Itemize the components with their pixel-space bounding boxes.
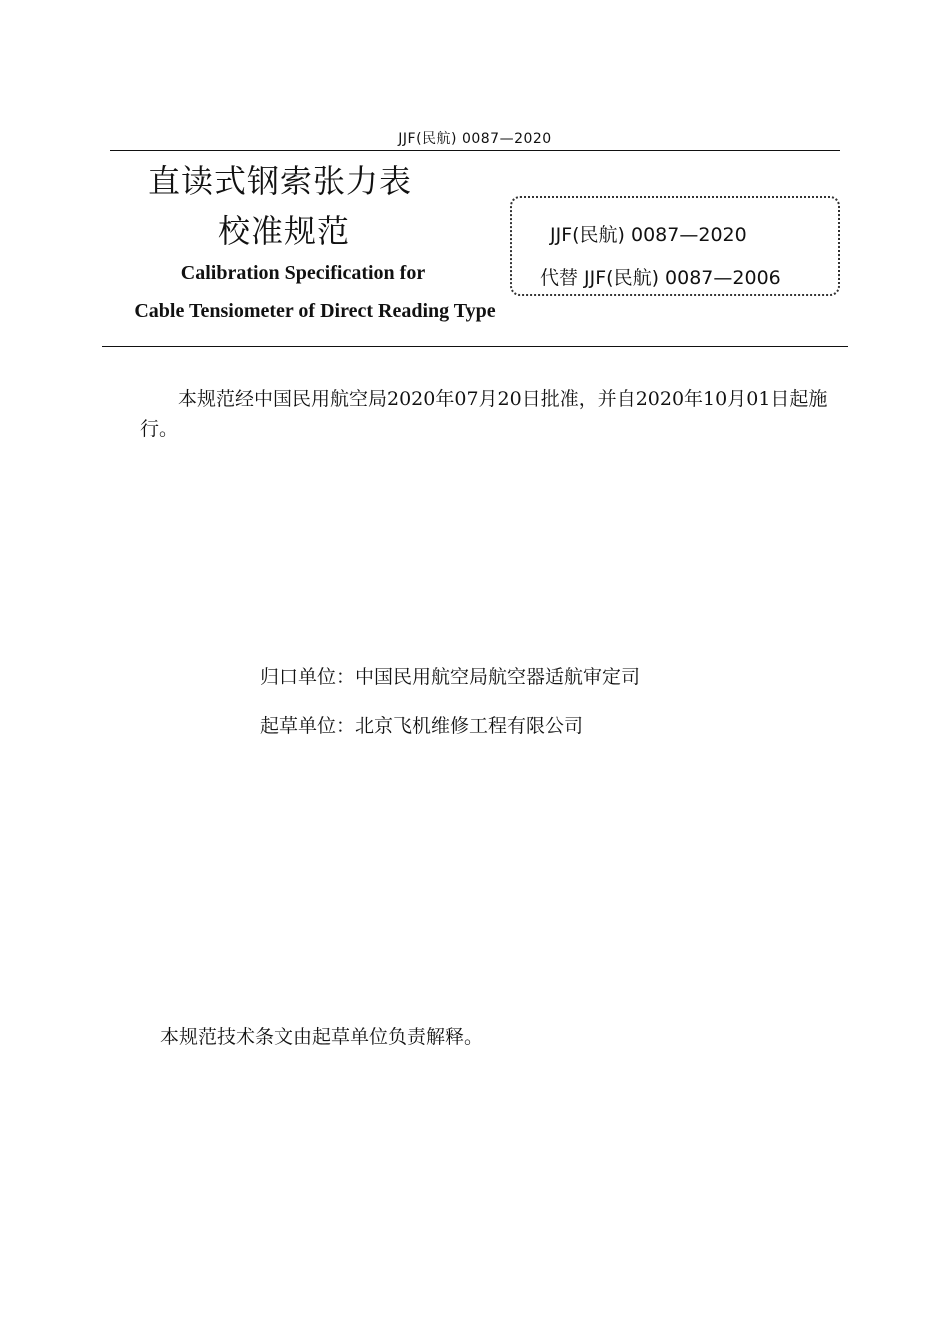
interpretation-note: 本规范技术条文由起草单位负责解释。 bbox=[160, 1026, 484, 1048]
approval-statement: 本规范经中国民用航空局2020年07月20日批准，并自2020年10月01日起施行。 bbox=[140, 388, 828, 440]
title-chinese-line-2: 校准规范 bbox=[218, 212, 351, 250]
responsible-unit-line bbox=[260, 662, 640, 689]
title-section-rule bbox=[102, 346, 848, 347]
drafting-unit-line bbox=[260, 711, 583, 738]
title-chinese-line-1: 直读式钢索张力表 bbox=[148, 162, 413, 200]
title-english-line-2: Cable Tensiometer of Direct Reading Type bbox=[134, 300, 496, 322]
drafting-unit-label: 起草单位： bbox=[260, 715, 356, 737]
drafting-unit-value: 北京飞机维修工程有限公司 bbox=[355, 715, 584, 737]
title-english-line-1: Calibration Specification for bbox=[180, 262, 426, 284]
responsible-unit-value: 中国民用航空局航空器适航审定司 bbox=[355, 666, 641, 688]
responsible-unit-label: 归口单位： bbox=[260, 666, 356, 688]
running-header-code: JJF(民航) 0087—2020 bbox=[398, 131, 552, 147]
replaced-standard-code: 代替 JJF(民航) 0087—2006 bbox=[540, 267, 781, 289]
standard-code: JJF(民航) 0087—2020 bbox=[550, 224, 747, 246]
header-rule bbox=[110, 150, 840, 151]
